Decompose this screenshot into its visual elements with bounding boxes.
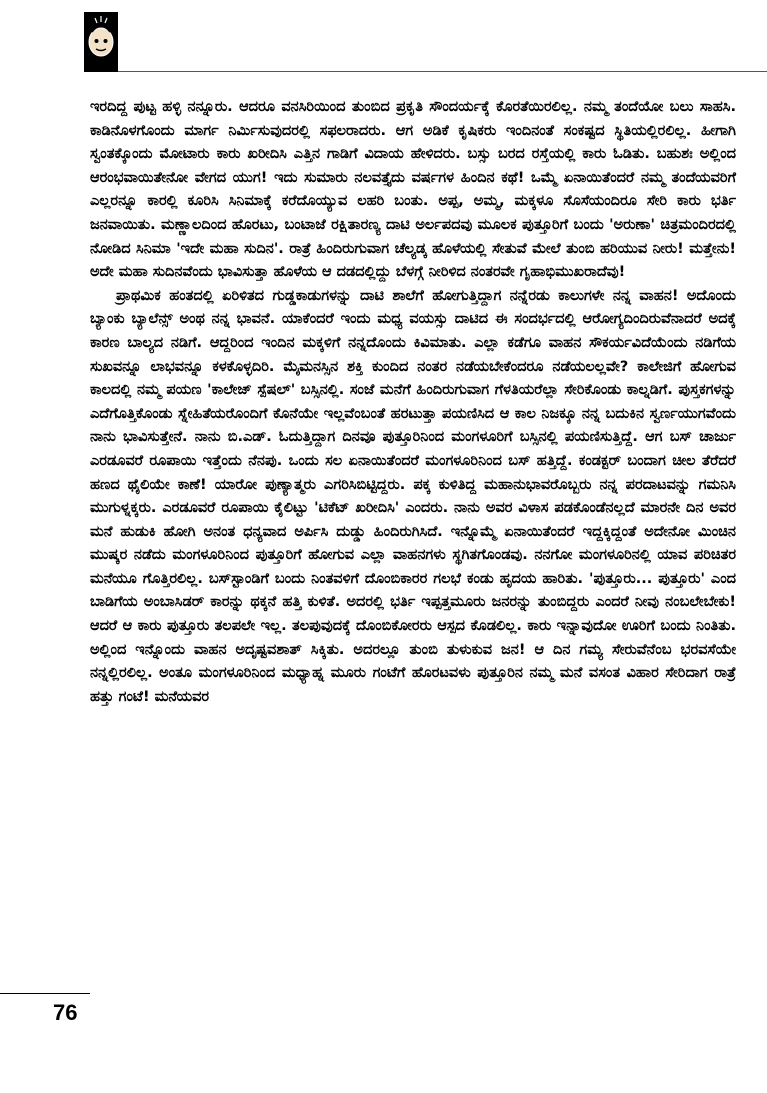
- cartoon-face-lightbulb-icon: [84, 12, 118, 72]
- paragraph-1: ಇರದಿದ್ದ ಪುಟ್ಟ ಹಳ್ಳಿ ನನ್ನೂರು. ಆದರೂ ವನಸಿರಿಯಿಂದ ತುಂಬಿದ ಪ್ರಕೃತಿ ಸೌಂದರ್ಯಕ್ಕೆ ಕೊರತೆಯಿರಲಿಲ್ಲ. ನಮ್ಮ ತಂದೆಯೋ ಬಲು ಸಾಹಸಿ. ಕಾಡಿನೊಳಗೊಂದು ಮಾರ್ಗ ನಿರ್ಮಿಸುವುದರಲ್ಲಿ ಸಫಲರಾದರು. ಆಗ ಅಡಿಕೆ ಕೃಷಿಕರು ಇಂದಿನಂತೆ ಸಂಕಷ್ಟದ ಸ್ಥಿತಿಯಲ್ಲಿರಲಿಲ್ಲ. ಹೀಗಾಗಿ ಸ್ವಂತಕ್ಕೊಂದು ಮೋಟಾರು ಕಾರು ಖರೀದಿಸಿ ಎತ್ತಿನ ಗಾಡಿಗೆ ವಿದಾಯ ಹೇಳಿದರು. ಬಸ್ಸು ಬರದ ರಸ್ತೆಯಲ್ಲಿ ಕಾರು ಓಡಿತು. ಬಹುಶಃ ಅಲ್ಲಿಂದ ಆರಂಭವಾಯಿತೇನೋ ವೇಗದ ಯುಗ! ಇದು ಸುಮಾರು ನಲವತ್ತೈದು ವರ್ಷಗಳ ಹಿಂದಿನ ಕಥೆ! ಒಮ್ಮೆ ಏನಾಯಿತೆಂದರೆ ನಮ್ಮ ತಂದೆಯವರಿಗೆ ಎಲ್ಲರನ್ನೂ ಕಾರಲ್ಲಿ ಕೂರಿಸಿ ಸಿನಿಮಾಕ್ಕೆ ಕರೆದೊಯ್ಯುವ ಲಹರಿ ಬಂತು. ಅಪ್ಪ, ಅಮ್ಮ, ಮಕ್ಕಳೂ ಸೊಸೆಯಂದಿರೂ ಸೇರಿ ಕಾರು ಭರ್ತಿ ಜನವಾಯಿತು. ಮಣ್ಣಾಲದಿಂದ ಹೊರಟು, ಬಂಟಾಜೆ ರಕ್ಷಿತಾರಣ್ಯ ದಾಟಿ ಅರ್ಲಪದವು ಮೂಲಕ ಪುತ್ತೂರಿಗೆ ಬಂದು 'ಅರುಣಾ' ಚಿತ್ರಮಂದಿರದಲ್ಲಿ ನೋಡಿದ ಸಿನಿಮಾ 'ಇದೇ ಮಹಾ ಸುದಿನ'. ರಾತ್ರೆ ಹಿಂದಿರುಗುವಾಗ ಚೆಲ್ಯಡ್ಕ ಹೊಳೆಯಲ್ಲಿ ಸೇತುವೆ ಮೇಲೆ ತುಂಬಿ ಹರಿಯುವ ನೀರು! ಮತ್ತೇನು! ಅದೇ ಮಹಾ ಸುದಿನವೆಂದು ಭಾವಿಸುತ್ತಾ ಹೊಳೆಯ ಆ ದಡದಲ್ಲಿದ್ದು ಬೆಳಗ್ಗೆ ನೀರಿಳಿದ ನಂತರವೇ ಗೃಹಾಭಿಮುಖರಾದೆವು!: [90, 99, 736, 281]
- header-rule: [118, 71, 767, 72]
- page-number: 76: [53, 1000, 78, 1025]
- body-text: [90, 96, 736, 709]
- paragraph-2: ಪ್ರಾಥಮಿಕ ಹಂತದಲ್ಲಿ ಏರಿಳಿತದ ಗುಡ್ಡಕಾಡುಗಳನ್ನು ದಾಟಿ ಶಾಲೆಗೆ ಹೋಗುತ್ತಿದ್ದಾಗ ನನ್ನೆರಡು ಕಾಲುಗಳೇ ನನ್ನ ವಾಹನ! ಅದೊಂದು ಬ್ಯಾಂಕು ಬ್ಯಾಲೆನ್ಸ್ ಅಂಥ ನನ್ನ ಭಾವನೆ. ಯಾಕೆಂದರೆ ಇಂದು ಮಧ್ಯ ವಯಸ್ಸು ದಾಟಿದ ಈ ಸಂದರ್ಭದಲ್ಲಿ ಆರೋಗ್ಯದಿಂದಿರುವೆನಾದರೆ ಅದಕ್ಕೆ ಕಾರಣ ಬಾಲ್ಯದ ನಡಿಗೆ. ಆದ್ದರಿಂದ ಇಂದಿನ ಮಕ್ಕಳಿಗೆ ನನ್ನದೊಂದು ಕಿವಿಮಾತು. ಎಲ್ಲಾ ಕಡೆಗೂ ವಾಹನ ಸೌಕರ್ಯವಿದೆಯೆಂದು ನಡಿಗೆಯ ಸುಖವನ್ನೂ ಲಾಭವನ್ನೂ ಕಳಕೊಳ್ಳದಿರಿ. ಮೈಮನಸ್ಸಿನ ಶಕ್ತಿ ಕುಂದಿದ ನಂತರ ನಡೆಯಬೇಕೆಂದರೂ ನಡೆಯಲಲ್ಲವೇ? ಕಾಲೇಜಿಗೆ ಹೋಗುವ ಕಾಲದಲ್ಲಿ ನಮ್ಮ ಪಯಣ 'ಕಾಲೇಜ್ ಸ್ಪೆಷಲ್' ಬಸ್ಸಿನಲ್ಲಿ. ಸಂಜೆ ಮನೆಗೆ ಹಿಂದಿರುಗುವಾಗ ಗೆಳತಿಯರೆಲ್ಲಾ ಸೇರಿಕೊಂಡು ಕಾಲ್ನಡಿಗೆ. ಪುಸ್ತಕಗಳನ್ನು ಎದೆಗೊತ್ತಿಕೊಂಡು ಸ್ನೇಹಿತೆಯರೊಂದಿಗೆ ಕೊನೆಯೇ ಇಲ್ಲವೆಂಬಂತೆ ಹರಟುತ್ತಾ ಪಯಣಿಸಿದ ಆ ಕಾಲ ನಿಜಕ್ಕೂ ನನ್ನ ಬದುಕಿನ ಸ್ವರ್ಣಯುಗವೆಂದು ನಾನು ಭಾವಿಸುತ್ತೇನೆ. ನಾನು ಬಿ.ಎಡ್. ಓದುತ್ತಿದ್ದಾಗ ದಿನವೂ ಪುತ್ತೂರಿನಿಂದ ಮಂಗಳೂರಿಗೆ ಬಸ್ಸಿನಲ್ಲಿ ಪಯಣಿಸುತ್ತಿದ್ದೆ. ಆಗ ಬಸ್ ಚಾರ್ಜು ಎರಡೂವರೆ ರೂಪಾಯಿ ಇತ್ತೆಂದು ನೆನಪು. ಒಂದು ಸಲ ಏನಾಯಿತೆಂದರೆ ಮಂಗಳೂರಿನಿಂದ ಬಸ್ ಹತ್ತಿದ್ದೆ. ಕಂಡಕ್ಟರ್ ಬಂದಾಗ ಚೀಲ ತೆರೆದರೆ ಹಣದ ಥೈಲಿಯೇ ಕಾಣೆ! ಯಾರೋ ಪುಣ್ಯಾತ್ಮರು ಎಗರಿಸಿಬಿಟ್ಟಿದ್ದರು. ಪಕ್ಕ ಕುಳಿತಿದ್ದ ಮಹಾನುಭಾವರೊಬ್ಬರು ನನ್ನ ಪರದಾಟವನ್ನು ಗಮನಿಸಿ ಮುಗುಳ್ನಕ್ಕರು. ಎರಡೂವರೆ ರೂಪಾಯಿ ಕೈಲಿಟ್ಟು 'ಟಿಕೆಟ್ ಖರೀದಿಸಿ' ಎಂದರು. ನಾನು ಅವರ ವಿಳಾಸ ಪಡಕೊಂಡೆನಲ್ಲದೆ ಮಾರನೇ ದಿನ ಅವರ ಮನೆ ಹುಡುಕಿ ಹೋಗಿ ಅನಂತ ಧನ್ಯವಾದ ಅರ್ಪಿಸಿ ದುಡ್ಡು ಹಿಂದಿರುಗಿಸಿದೆ. ಇನ್ನೊಮ್ಮೆ ಏನಾಯಿತೆಂದರೆ ಇದ್ದಕ್ಕಿದ್ದಂತೆ ಅದೇನೋ ಮಿಂಚಿನ ಮುಷ್ಕರ ನಡೆದು ಮಂಗಳೂರಿನಿಂದ ಪುತ್ತೂರಿಗೆ ಹೋಗುವ ಎಲ್ಲಾ ವಾಹನಗಳು ಸ್ಥಗಿತಗೊಂಡವು. ನನಗೋ ಮಂಗಳೂರಿನಲ್ಲಿ ಯಾವ ಪರಿಚಿತರ ಮನೆಯೂ ಗೊತ್ತಿರಲಿಲ್ಲ. ಬಸ್‌ಸ್ಟಾಂಡಿಗೆ ಬಂದು ನಿಂತವಳಿಗೆ ದೊಂಬಿಕಾರರ ಗಲಭೆ ಕಂಡು ಹೃದಯ ಹಾರಿತು. 'ಪುತ್ತೂರು... ಪುತ್ತೂರು' ಎಂದ ಬಾಡಿಗೆಯ ಅಂಬಾಸಿಡರ್ ಕಾರನ್ನು ಥಕ್ಕನೆ ಹತ್ತಿ ಕುಳಿತೆ. ಅದರಲ್ಲಿ ಭರ್ತಿ ಇಪ್ಪತ್ತಮೂರು ಜನರನ್ನು ತುಂಬಿದ್ದರು ಎಂದರೆ ನೀವು ನಂಬಲೇಬೇಕು! ಆದರೆ ಆ ಕಾರು ಪುತ್ತೂರು ತಲಪಲೇ ಇಲ್ಲ. ತಲಪುವುದಕ್ಕೆ ದೊಂಬಿಕೋರರು ಆಸ್ಪದ ಕೊಡಲಿಲ್ಲ. ಕಾರು ಇನ್ನಾವುದೋ ಊರಿಗೆ ಬಂದು ನಿಂತಿತು. ಅಲ್ಲಿಂದ ಇನ್ನೊಂದು ವಾಹನ ಅದೃಷ್ಟವಶಾತ್ ಸಿಕ್ಕಿತು. ಅದರಲ್ಲೂ ತುಂಬಿ ತುಳುಕುವ ಜನ! ಆ ದಿನ ಗಮ್ಯ ಸೇರುವೆನೆಂಬ ಭರವಸೆಯೇ ನನ್ನಲ್ಲಿರಲಿಲ್ಲ. ಅಂತೂ ಮಂಗಳೂರಿನಿಂದ ಮಧ್ಯಾಹ್ನ ಮೂರು ಗಂಟೆಗೆ ಹೊರಟವಳು ಪುತ್ತೂರಿನ ನಮ್ಮ ಮನೆ ವಸಂತ ವಿಹಾರ ಸೇರಿದಾಗ ರಾತ್ರೆ ಹತ್ತು ಗಂಟೆ! ಮನೆಯವರ: [90, 287, 736, 705]
- footer-rule: [0, 993, 90, 994]
